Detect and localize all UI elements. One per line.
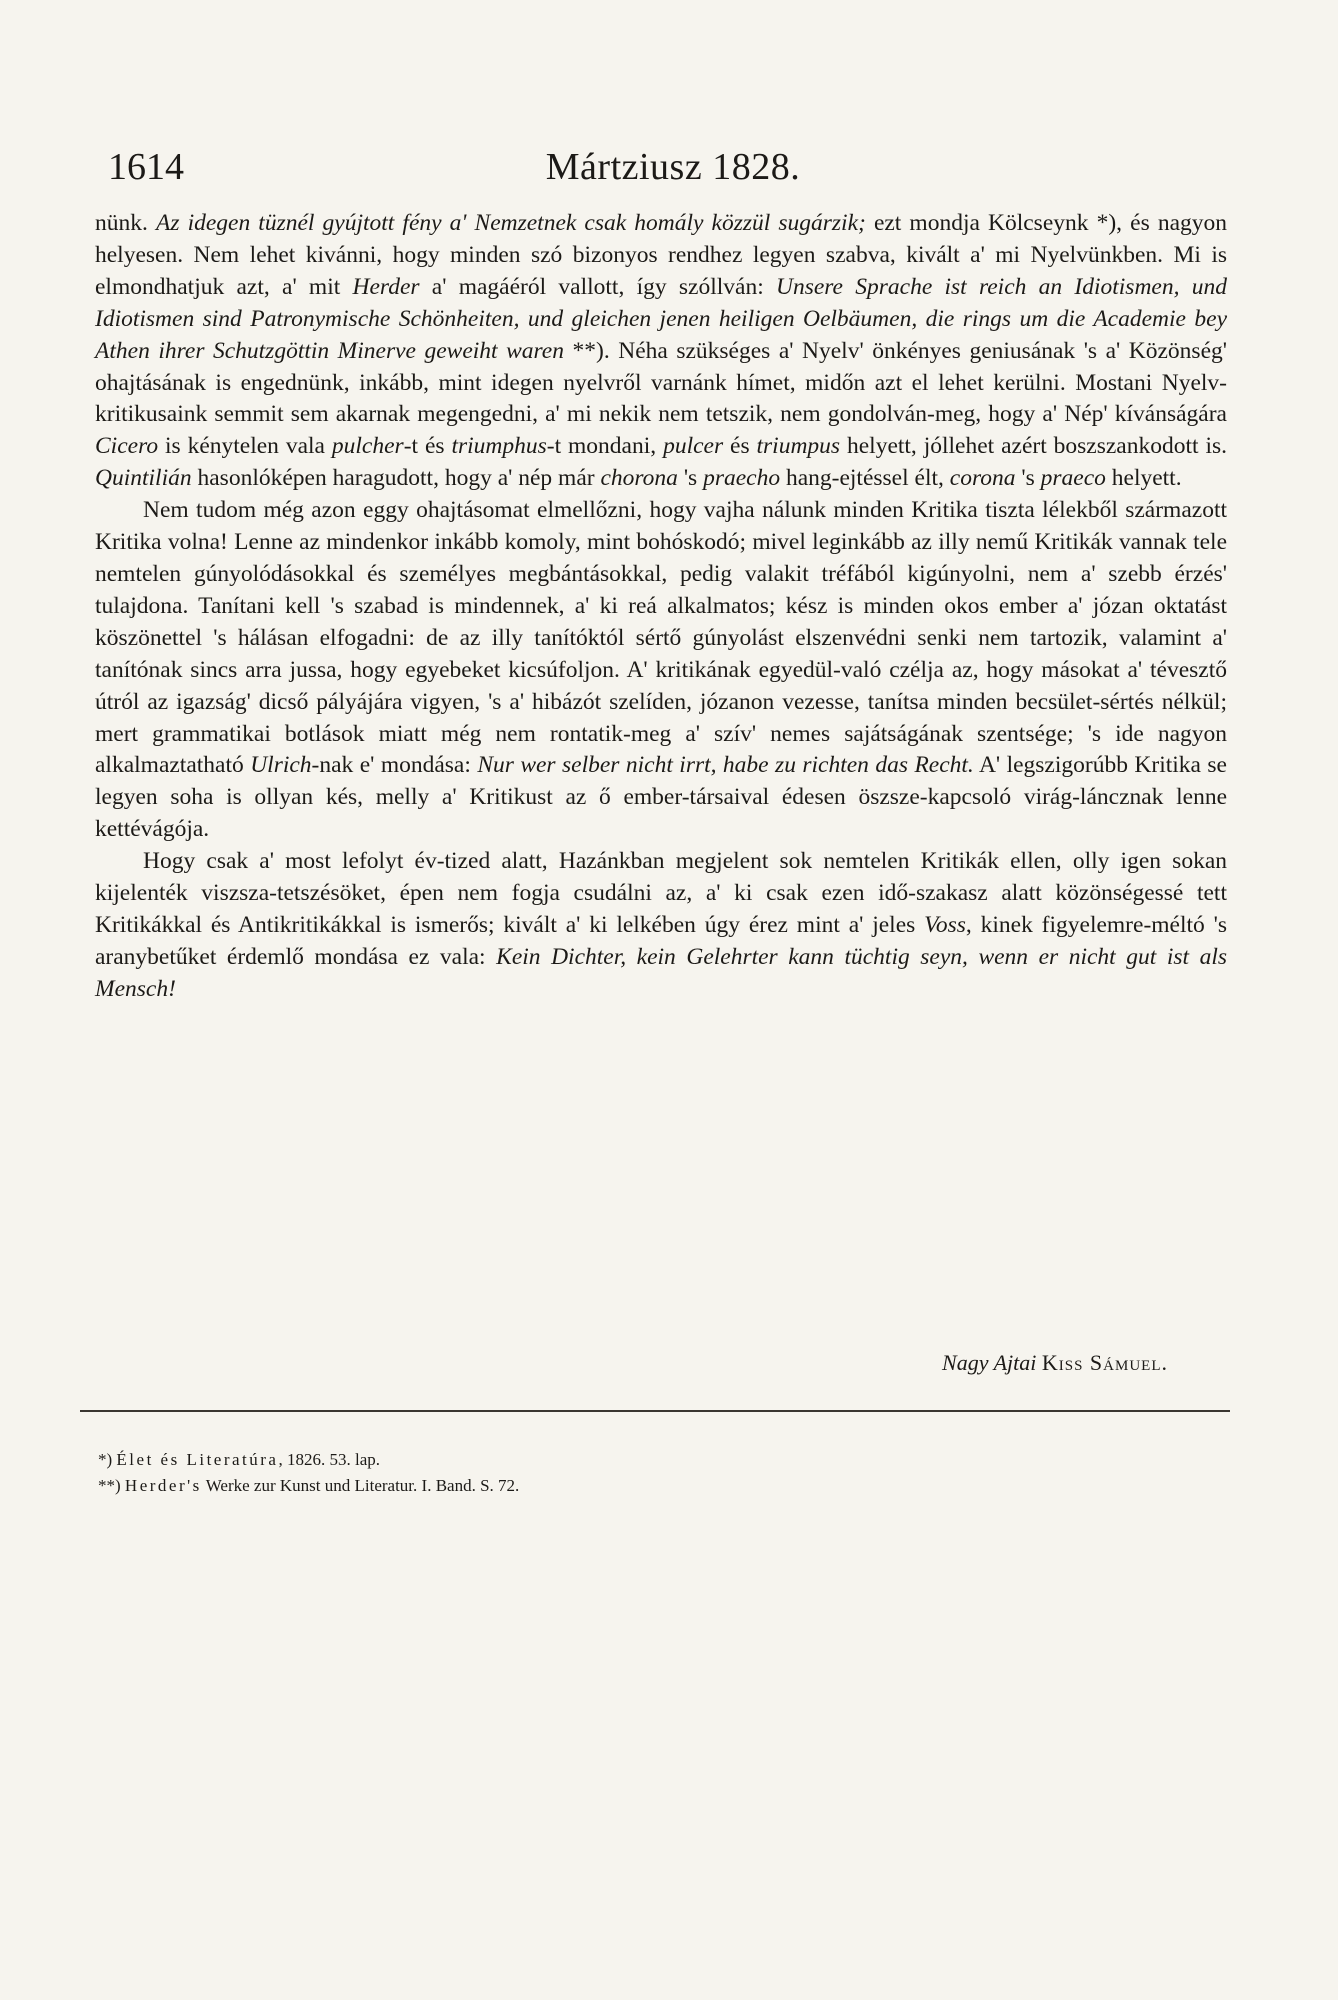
italic-text: Nur wer selber nicht irrt, habe zu richten das Recht. (477, 752, 974, 779)
text-run: helyett. (1105, 465, 1182, 492)
italic-text: pulcher (331, 433, 404, 460)
text-run: Nem tudom még azon eggy ohajtásomat elmellőzni, hogy vajha nálunk minden Kritika tiszta lélekből származott Kritika volna! Lenne az mindenkor inkább komoly, mint bohóskodó; mivel leginkább az illy nemű Kritikák vannak tele nemtelen gúnyolódásokkal és személyes megbántásokkal, pedig valakit tréfából kigúnyolni, nem a' szebb érzés' tulajdona. Tanítani kell 's szabad is mindennek, a' ki reá alkalmatos; kész is minden okos ember a' józan oktatást köszönettel 's hálásan elfogadni: de az illy tanítóktól sértő gúnyolást elszenvédni senki nem tartozik, valamint a' tanítónak sincs arra jussa, hogy egyebeket kicsúfoljon. A' kritikának egyedül-való czélja az, hogy másokat a' tévesztő útról az igazság' dicső pályájára vigyen, 's a' hibázót szelíden, józanon vezesse, tanítsa minden becsület-sértés nélkül; mert grammatikai botlások miatt még nem rontatik-meg a' szív' nemes sajátságának szentsége; 's ide nagyon alkalmaztatható (95, 497, 1227, 779)
text-run: -t mondani, (546, 433, 664, 460)
text-run: **). Néha szükséges a' Nyelv' önkényes geniusának 's a' Közönség' ohajtásának is engednünk, inkább, mint idegen nyelvről varnánk hímet, midőn azt el lehet kerülni. Mostani Nyelv-kritikusaink semmit sem akarnak megengedni, a' mi nekik nem tetszik, nem gondolván-meg, hogy a' Nép' kívánságára (95, 337, 1227, 428)
footnote-source: Élet és Literatúra (116, 1450, 279, 1469)
italic-text: chorona (600, 465, 678, 492)
paragraph (95, 846, 1227, 1006)
footnote-divider (80, 1410, 1230, 1412)
text-run: 's (1015, 465, 1041, 492)
running-title: Mártziusz 1828. (545, 146, 801, 188)
text-run: , kinek figyelemre-méltó 's aranybetűket érdemlő mondása ez vala: (95, 911, 1227, 970)
text-run: és (723, 433, 757, 460)
italic-text: Kein Dichter, kein Gelehrter kann tüchtig seyn, wenn er nicht gut ist als Mensch! (95, 943, 1227, 1002)
author-signature (942, 1350, 1168, 1376)
paragraph (95, 495, 1227, 846)
footnote-detail: , 1826. 53. lap. (278, 1450, 381, 1469)
text-run: -t és (403, 433, 452, 460)
body-text (95, 208, 1227, 1006)
footnote-detail: Werke zur Kunst und Literatur. I. Band. S. 72. (201, 1476, 520, 1495)
footnote-marker: **) (98, 1476, 121, 1495)
page-number: 1614 (108, 146, 184, 188)
italic-text: praeco (1040, 465, 1106, 492)
text-run: is kénytelen vala (158, 433, 332, 460)
italic-text: Unsere Sprache ist reich an Idiotismen, und Idiotismen sind Patronymische Schönheiten, und gleichen jenen heiligen Oelbäumen, die rings um die Academie bey Athen ihrer Schutzgöttin Minerve geweiht waren (95, 273, 1227, 364)
italic-text: Quintilián (95, 465, 192, 492)
author-place: Nagy Ajtai (942, 1350, 1037, 1375)
text-run: -nak e' mondása: (311, 752, 478, 779)
footnote-source: Herder's (124, 1476, 202, 1495)
text-run: hasonlóképen haragudott, hogy a' nép már (191, 465, 601, 492)
text-run: a' magáéról vallott, így szóllván: (419, 273, 776, 300)
page-header (108, 145, 1238, 195)
italic-text: corona (949, 465, 1016, 492)
italic-text: Ulrich (250, 752, 312, 779)
footnotes (98, 1447, 519, 1499)
footnote (98, 1473, 519, 1499)
paragraph (95, 208, 1227, 495)
italic-text: Cicero (95, 433, 159, 460)
author-name: Kiss Sámuel. (1041, 1350, 1168, 1375)
text-run: ezt mondja Kölcseynk *), és nagyon helyesen. Nem lehet kivánni, hogy minden szó bizonyos rendhez legyen szabva, kivált a' mi Nyelvünkben. Mi is elmondhatjuk azt, a' mit (95, 210, 1227, 300)
italic-text: triumpus (756, 433, 841, 460)
footnote-marker: *) (98, 1450, 113, 1469)
italic-text: praecho (703, 465, 781, 492)
text-run: Hogy csak a' most lefolyt év-tized alatt, Hazánkban megjelent sok nemtelen Kritikák ellen, olly igen sokan kijelenték viszsza-tetszésöket, épen nem fogja csudálni az, a' ki csak ezen idő-szakasz alatt közönségessé tett Kritikákkal és Antikritikákkal is ismerős; kivált a' ki lelkében úgy érez mint a' jeles (95, 848, 1227, 938)
footnote (98, 1447, 519, 1473)
text-run: helyett, jóllehet azért boszszankodott is. (840, 433, 1227, 460)
italic-text: pulcer (663, 433, 724, 460)
italic-text: Voss (924, 911, 966, 938)
text-run: A' legszigorúbb Kritika se legyen soha is ollyan kés, melly a' Kritikust az ő ember-társaival édesen öszsze-kapcsoló virág-láncznak lenne kettévágója. (95, 752, 1227, 843)
text-run: nünk. (95, 210, 156, 236)
italic-text: triumphus (451, 433, 547, 460)
text-run: hang-ejtéssel élt, (780, 465, 950, 492)
text-run: 's (677, 465, 704, 492)
italic-text: Herder (352, 273, 420, 300)
italic-text: Az idegen tüznél gyújtott fény a' Nemzetnek csak homály közzül sugárzik; (155, 210, 866, 236)
